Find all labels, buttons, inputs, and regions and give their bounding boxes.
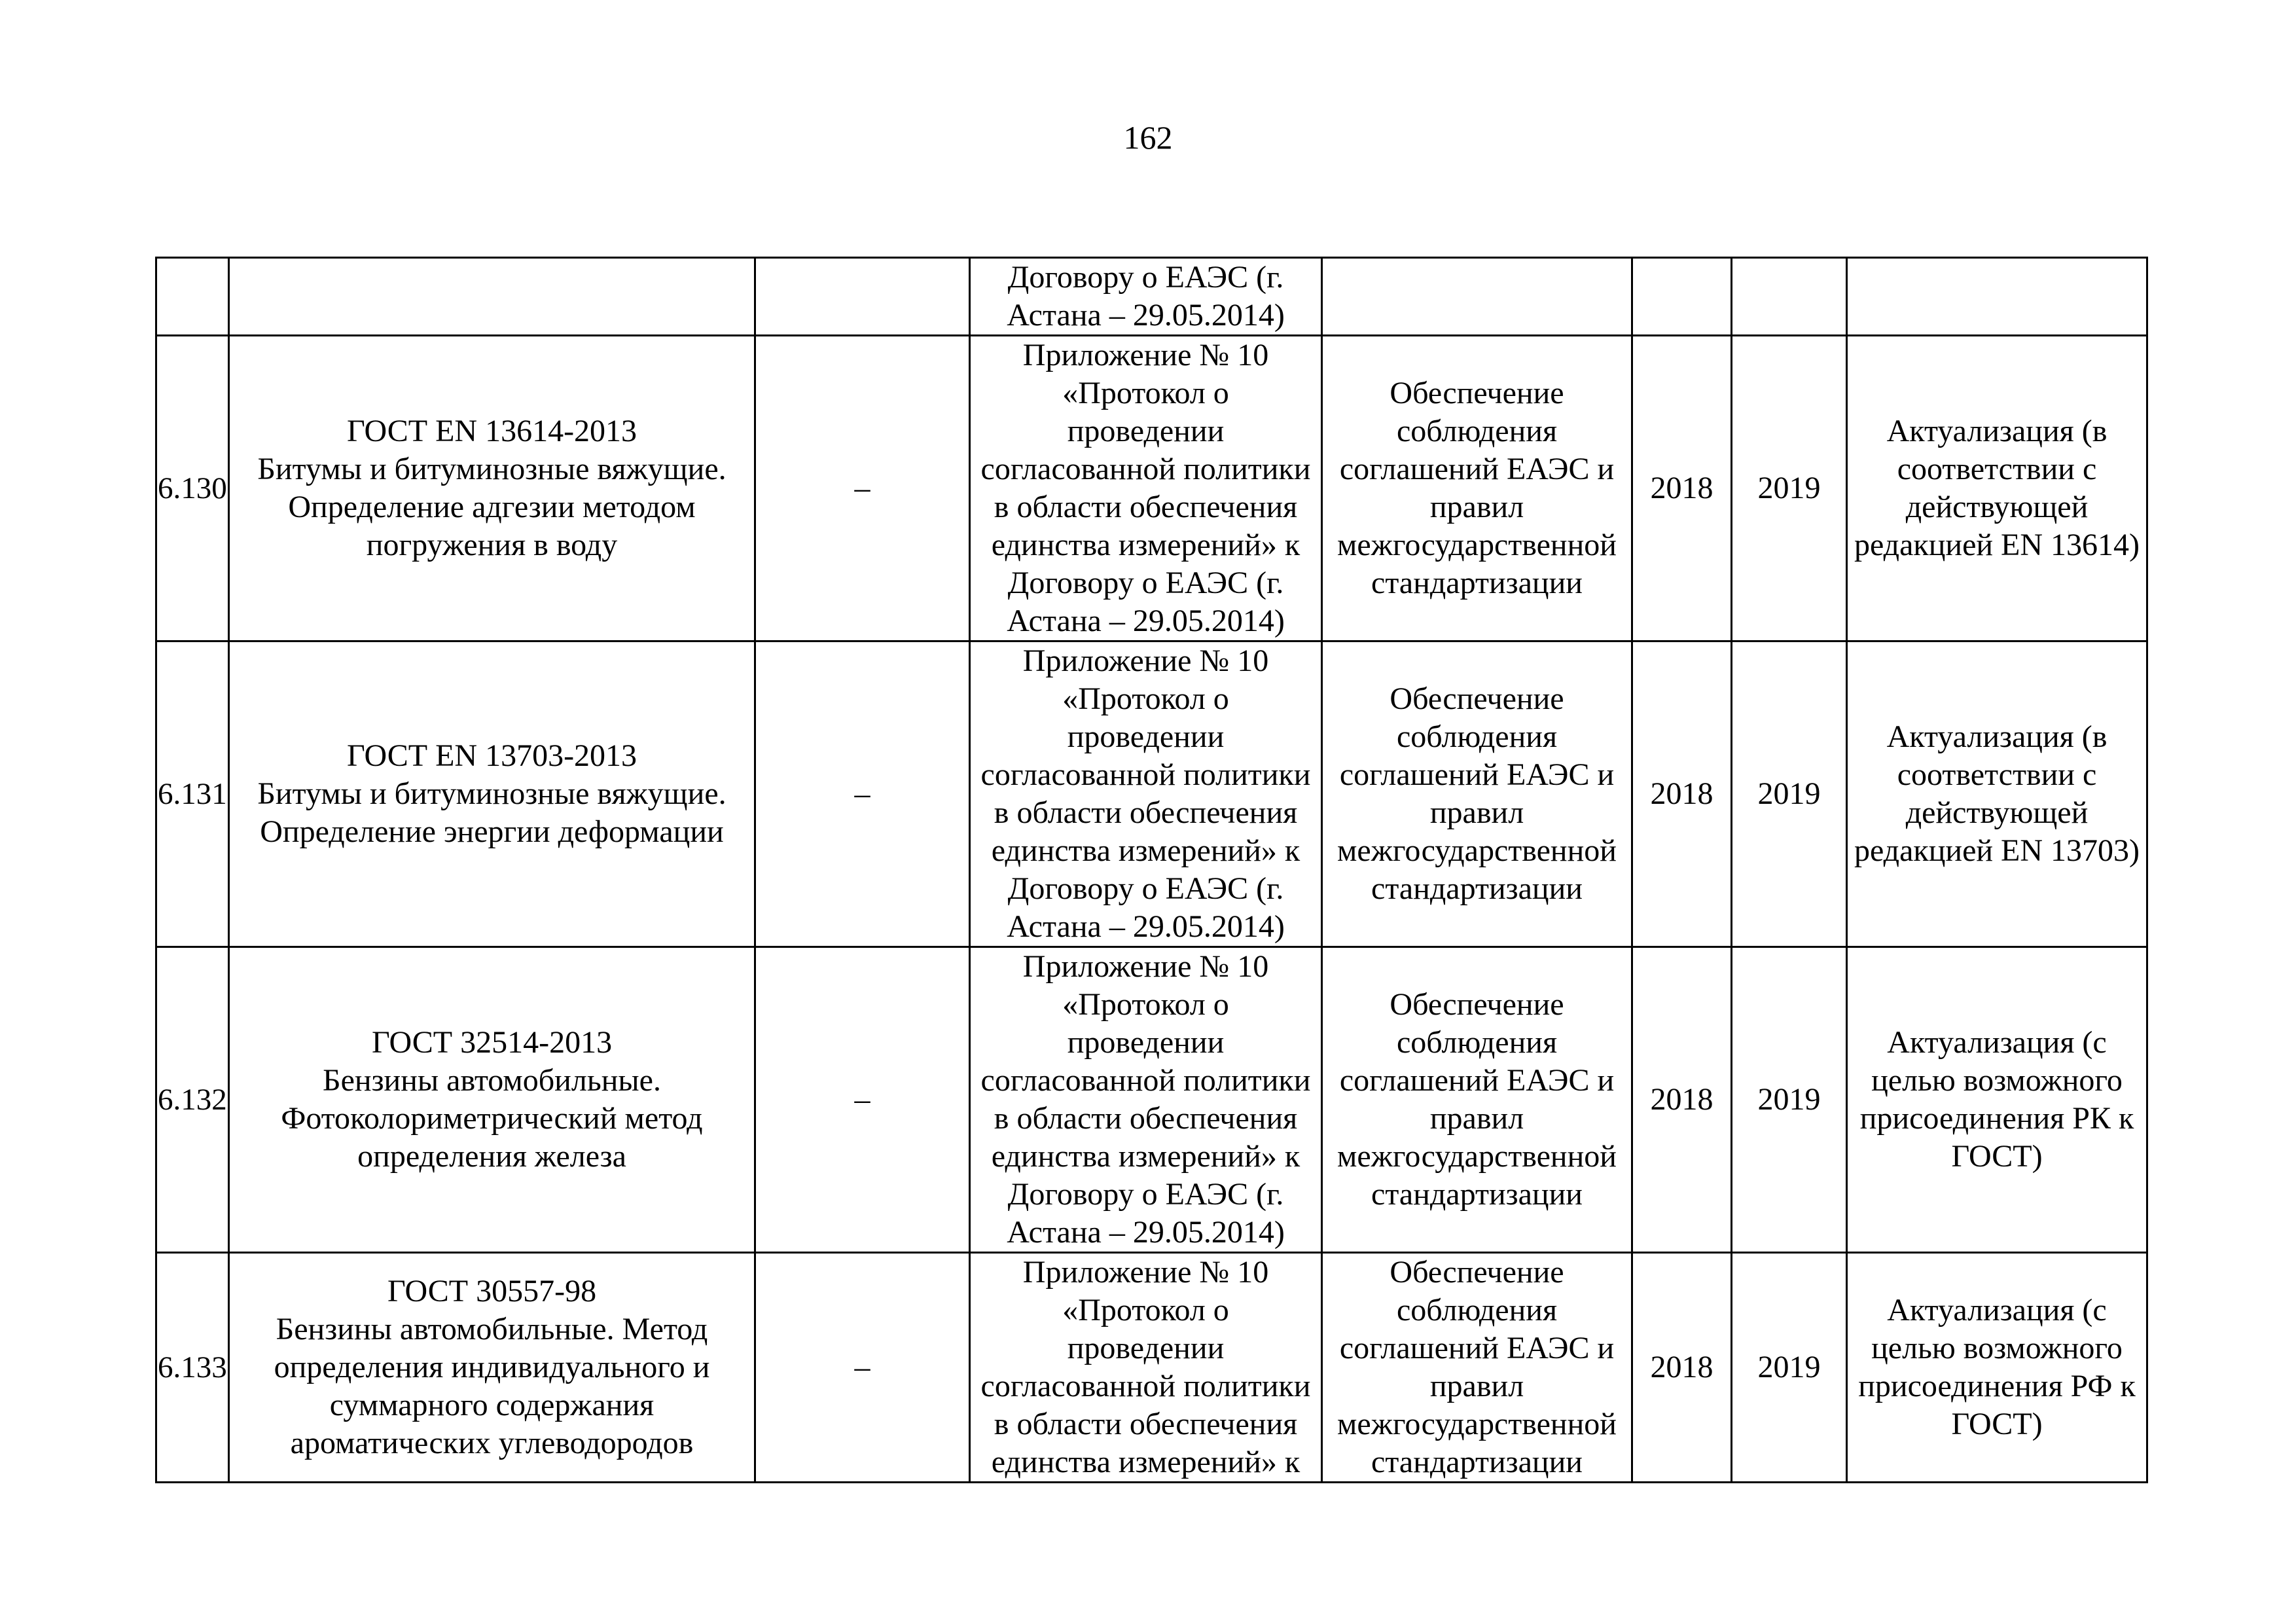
cell-num: 6.133: [156, 1253, 229, 1483]
cell-year-start: 2018: [1632, 336, 1732, 641]
cell-note: [1847, 258, 2147, 336]
cell-num: 6.130: [156, 336, 229, 641]
table-row: [156, 947, 2147, 1253]
cell-document: Приложение № 10 «Протокол о проведении согласованной политики в области обеспечения единства измерений» к Договору о ЕАЭС (г. Астана – 29.05.2014): [970, 947, 1322, 1253]
cell-year-start: [1632, 258, 1732, 336]
table-row: [156, 1253, 2147, 1483]
cell-title: [229, 258, 755, 336]
cell-note: Актуализация (с целью возможного присоединения РК к ГОСТ): [1847, 947, 2147, 1253]
cell-dash: [755, 258, 970, 336]
cell-note: Актуализация (в соответствии с действующей редакцией EN 13614): [1847, 336, 2147, 641]
cell-document: Приложение № 10 «Протокол о проведении согласованной политики в области обеспечения единства измерений» к Договору о ЕАЭС (г. Астана – 29.05.2014): [970, 641, 1322, 947]
cell-year-start: 2018: [1632, 641, 1732, 947]
cell-purpose: [1322, 258, 1632, 336]
cell-num: 6.131: [156, 641, 229, 947]
cell-dash: –: [755, 947, 970, 1253]
cell-title: [229, 1253, 755, 1483]
cell-document: Договору о ЕАЭС (г. Астана – 29.05.2014): [970, 258, 1322, 336]
cell-title: [229, 947, 755, 1253]
gost-code: ГОСТ 30557-98: [387, 1274, 597, 1308]
page-number: 162: [1123, 119, 1173, 156]
cell-dash: –: [755, 336, 970, 641]
cell-year-end: 2019: [1732, 1253, 1847, 1483]
cell-title: [229, 641, 755, 947]
cell-dash: –: [755, 1253, 970, 1483]
gost-code: ГОСТ 32514-2013: [371, 1025, 613, 1060]
cell-note: Актуализация (с целью возможного присоединения РФ к ГОСТ): [1847, 1253, 2147, 1483]
cell-year-end: 2019: [1732, 947, 1847, 1253]
gost-code: ГОСТ EN 13703-2013: [346, 738, 637, 773]
table-row: [156, 641, 2147, 947]
table-row: [156, 336, 2147, 641]
cell-purpose: Обеспечение соблюдения соглашений ЕАЭС и правил межгосударственной стандартизации: [1322, 947, 1632, 1253]
cell-purpose: Обеспечение соблюдения соглашений ЕАЭС и правил межгосударственной стандартизации: [1322, 641, 1632, 947]
cell-year-start: 2018: [1632, 947, 1732, 1253]
cell-dash: –: [755, 641, 970, 947]
cell-num: [156, 258, 229, 336]
cell-title: [229, 336, 755, 641]
cell-purpose: Обеспечение соблюдения соглашений ЕАЭС и правил межгосударственной стандартизации: [1322, 1253, 1632, 1483]
cell-num: 6.132: [156, 947, 229, 1253]
standard-title: Бензины автомобильные. Метод определения индивидуального и суммарного содержания ароматических углеводородов: [274, 1312, 710, 1460]
cell-document: Приложение № 10 «Протокол о проведении согласованной политики в области обеспечения единства измерений» к Договору о ЕАЭС (г. Астана – 29.05.2014): [970, 336, 1322, 641]
cell-note: Актуализация (в соответствии с действующей редакцией EN 13703): [1847, 641, 2147, 947]
cell-year-end: 2019: [1732, 641, 1847, 947]
cell-year-start: 2018: [1632, 1253, 1732, 1483]
cell-document: Приложение № 10 «Протокол о проведении согласованной политики в области обеспечения единства измерений» к: [970, 1253, 1322, 1483]
cell-purpose: Обеспечение соблюдения соглашений ЕАЭС и правил межгосударственной стандартизации: [1322, 336, 1632, 641]
cell-year-end: [1732, 258, 1847, 336]
gost-code: ГОСТ EN 13614-2013: [346, 414, 637, 448]
table-row-continuation: [156, 258, 2147, 336]
standard-title: Битумы и битуминозные вяжущие. Определение адгезии методом погружения в воду: [257, 452, 726, 562]
standard-title: Битумы и битуминозные вяжущие. Определение энергии деформации: [257, 776, 726, 849]
cell-year-end: 2019: [1732, 336, 1847, 641]
standards-table: [155, 257, 2148, 1483]
standard-title: Бензины автомобильные. Фотоколориметрический метод определения железа: [281, 1063, 703, 1174]
